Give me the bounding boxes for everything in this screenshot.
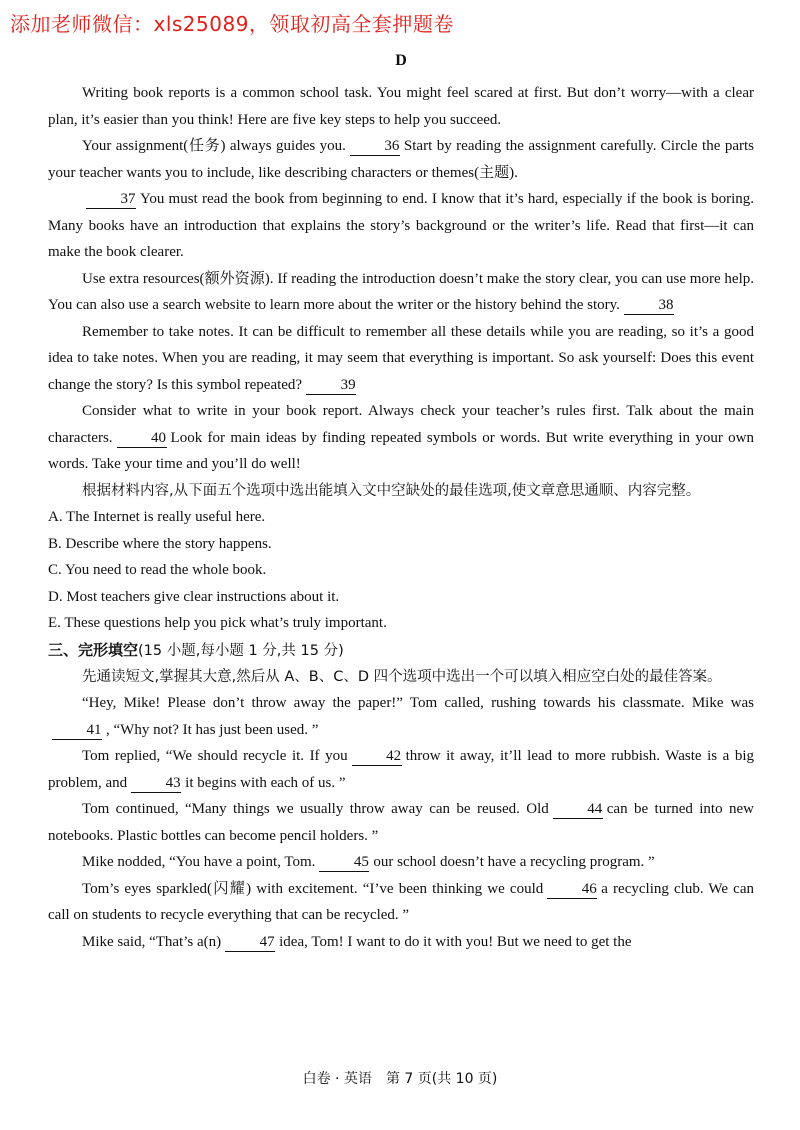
blank-40[interactable]: 40 xyxy=(117,429,167,448)
option-e[interactable]: E. These questions help you pick what’s truly important. xyxy=(48,615,387,631)
paragraph-text: a recycling club. We can call on students to recycle everything that can be recycled. ” xyxy=(48,880,754,923)
part3-score: (15 小题,每小题 1 分,共 15 分) xyxy=(138,642,344,659)
cloze-paragraph-2 xyxy=(48,743,754,796)
paragraph-text: our school doesn’t have a recycling program. ” xyxy=(373,854,655,870)
blank-38[interactable]: 38 xyxy=(624,296,674,315)
part3-heading xyxy=(48,637,754,664)
passage-paragraph-6 xyxy=(48,398,754,478)
passage-paragraph-5 xyxy=(48,319,754,399)
blank-43[interactable]: 43 xyxy=(131,774,181,793)
paragraph-text: Start by reading the assignment carefully. Circle the parts your teacher wants you to include, like describing characters or themes(主题). xyxy=(48,138,754,181)
cloze-paragraph-3 xyxy=(48,796,754,849)
cloze-paragraph-4 xyxy=(48,849,754,876)
paragraph-text: Tom’s eyes sparkled(闪耀) with excitement. “I’ve been thinking we could xyxy=(82,880,544,897)
passage-paragraph-2 xyxy=(48,133,754,186)
paragraph-text: Use extra resources(额外资源). If reading the introduction doesn’t make the story clear, you can use more help. You can also use a search website to learn more about the writer or the history behind the story. xyxy=(48,270,754,313)
cloze-paragraph-5 xyxy=(48,876,754,929)
blank-42[interactable]: 42 xyxy=(352,747,402,766)
paragraph-text: Writing book reports is a common school task. You might feel scared at first. But don’t worry—with a clear plan, it’s easier than you think! Here are five key steps to help you succeed. xyxy=(48,85,754,128)
paragraph-text: Mike nodded, “You have a point, Tom. xyxy=(82,854,316,870)
paragraph-text: idea, Tom! I want to do it with you! But we need to get the xyxy=(279,933,632,950)
blank-46[interactable]: 46 xyxy=(547,880,597,899)
option-b[interactable]: B. Describe where the story happens. xyxy=(48,535,272,552)
blank-36[interactable]: 36 xyxy=(350,137,400,156)
exam-page xyxy=(48,52,754,955)
paragraph-text: , “Why not? It has just been used. ” xyxy=(106,721,319,738)
passage-paragraph-1 xyxy=(48,80,754,133)
blank-47[interactable]: 47 xyxy=(225,933,275,952)
passage-paragraph-3 xyxy=(48,186,754,266)
paragraph-text: can be turned into new notebooks. Plastic bottles can become pencil holders. ” xyxy=(48,801,754,844)
blank-39[interactable]: 39 xyxy=(306,376,356,395)
paragraph-text: “Hey, Mike! Please don’t throw away the paper!” Tom called, rushing towards his classmate. Mike was xyxy=(82,695,754,711)
blank-41[interactable]: 41 xyxy=(52,721,102,740)
paragraph-text: Mike said, “That’s a(n) xyxy=(82,933,222,950)
blank-45[interactable]: 45 xyxy=(319,853,369,872)
paragraph-text: it begins with each of us. ” xyxy=(185,774,346,791)
instruction-d: 根据材料内容,从下面五个选项中选出能填入文中空缺处的最佳选项,使文章意思通顺、内容完整。 xyxy=(82,482,701,499)
option-d[interactable]: D. Most teachers give clear instructions about it. xyxy=(48,588,340,605)
paragraph-text: Tom continued, “Many things we usually throw away can be reused. Old xyxy=(82,801,549,817)
paragraph-text: Look for main ideas by finding repeated symbols or words. But write everything in your own words. Take your time and you’ll do well! xyxy=(48,429,754,472)
paragraph-text: Remember to take notes. It can be difficult to remember all these details while you are reading, so it’s a good idea to take notes. When you are reading, it may seem that everything is important. So ask yourself: Does this event change the story? Is this symbol repeated? xyxy=(48,323,754,393)
option-c[interactable]: C. You need to read the whole book. xyxy=(48,562,267,578)
blank-37[interactable]: 37 xyxy=(86,190,136,209)
paragraph-text: Your assignment(任务) always guides you. xyxy=(82,138,346,154)
blank-44[interactable]: 44 xyxy=(553,800,603,819)
options-list xyxy=(48,504,754,637)
part3-instruction: 先通读短文,掌握其大意,然后从 A、B、C、D 四个选项中选出一个可以填入相应空白处的最佳答案。 xyxy=(82,668,722,685)
watermark-text: 添加老师微信：xls25089，领取初高全套押题卷 xyxy=(10,12,454,36)
cloze-paragraph-6 xyxy=(48,929,754,956)
paragraph-text: Consider what to write in your book report. Always check your teacher’s rules first. Talk about the main characters. xyxy=(48,403,754,446)
passage-paragraph-4 xyxy=(48,266,754,319)
paragraph-text: throw it away, it’ll lead to more rubbish. Waste is a big problem, and xyxy=(48,748,754,791)
section-title: D xyxy=(395,52,407,69)
part3-title: 三、完形填空 xyxy=(48,640,139,659)
cloze-paragraph-1 xyxy=(48,690,754,743)
page-footer: 白卷 · 英语 第 7 页(共 10 页) xyxy=(302,1071,498,1087)
paragraph-text: You must read the book from beginning to end. I know that it’s hard, especially if the book is boring. Many books have an introduction that explains the story’s background or the writer’s life. Read that first—it can make the book clearer. xyxy=(48,191,754,260)
option-a[interactable]: A. The Internet is really useful here. xyxy=(48,509,266,525)
paragraph-text: Tom replied, “We should recycle it. If you xyxy=(82,748,348,764)
